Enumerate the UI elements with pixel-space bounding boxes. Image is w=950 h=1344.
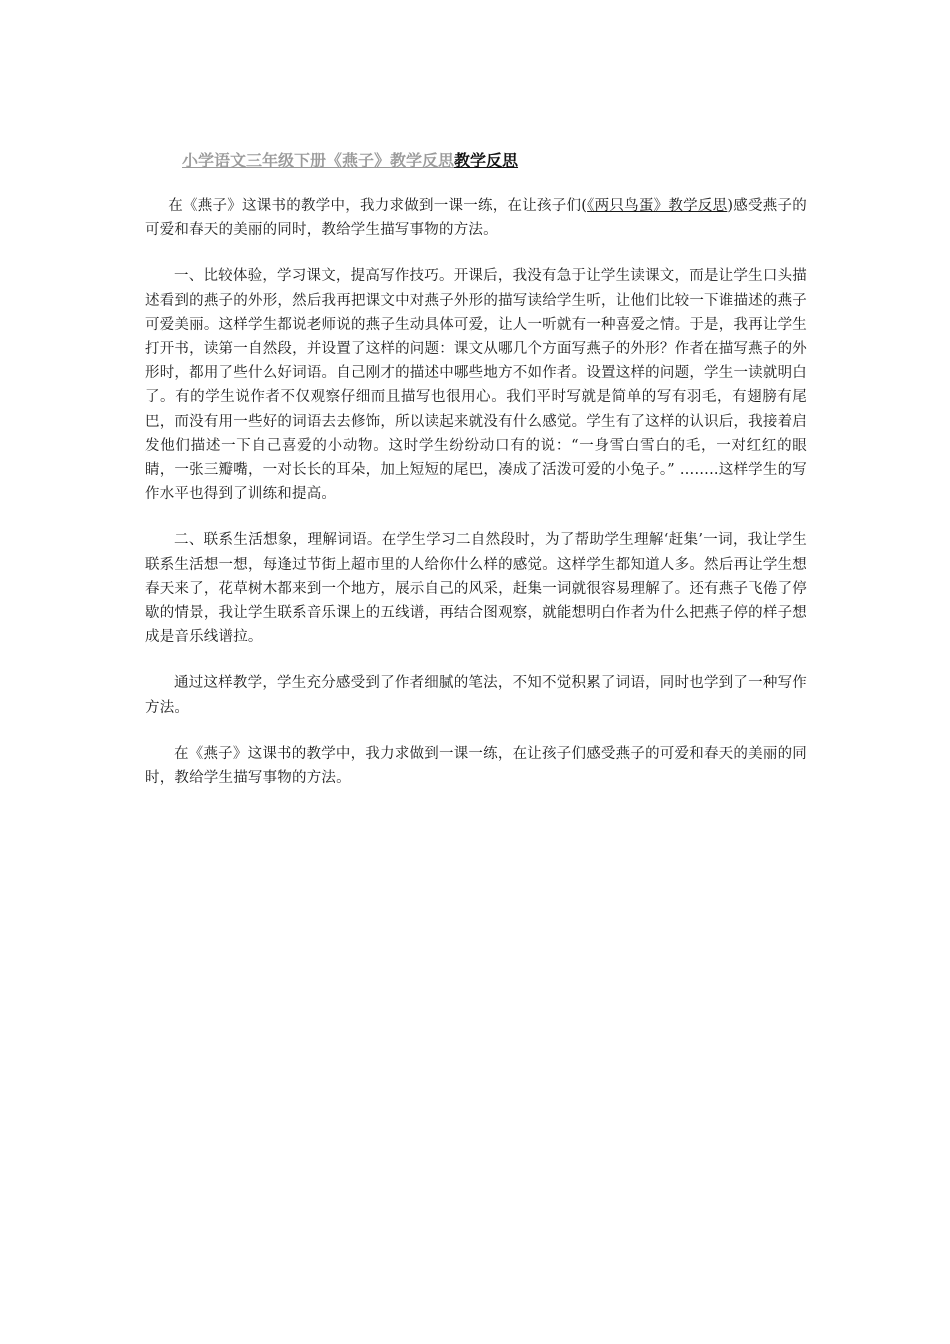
paragraph-comparison: 一、比较体验，学习课文，提高写作技巧。开课后，我没有急于让学生读课文，而是让学生口头描述看到的燕子的外形，然后我再把课文中对燕子外形的描写读给学生听，让他们比较一下谁描述的燕子可爱美丽。这样学生都说老师说的燕子生动具体可爱，让人一听就有一种喜爱之情。于是，我再让学生打开书，读第一自然段，并设置了这样的问题：课文从哪几个方面写燕子的外形？作者在描写燕子的外形时，都用了些什么好词语。自己刚才的描述中哪些地方不如作者。设置这样的问题，学生一读就明白了。有的学生说作者不仅观察仔细而且描写也很用心。我们平时写就是简单的写有羽毛，有翅膀有尾巴，而没有用一些好的词语去去修饰，所以读起来就没有什么感觉。学生有了这样的认识后，我接着启发他们描述一下自己喜爱的小动物。这时学生纷纷动口有的说：“一身雪白雪白的毛，一对红红的眼睛，一张三瓣嘴，一对长长的耳朵，加上短短的尾巴，凑成了活泼可爱的小兔子。” ……..这样学生的写作水平也得到了训练和提高。 [145, 268, 807, 503]
intro-text-before: 在《燕子》这课书的教学中，我力求做到一课一练，在让孩子们( [168, 198, 588, 214]
document-page [145, 148, 807, 790]
title-suffix: 教学反思 [454, 151, 519, 170]
paragraph-summary: 通过这样教学，学生充分感受到了作者细腻的笔法，不知不觉积累了词语，同时也学到了一种写作方法。 [145, 675, 807, 716]
paragraph-closing: 在《燕子》这课书的教学中，我力求做到一课一练，在让孩子们感受燕子的可爱和春天的美丽的同时，教给学生描写事物的方法。 [145, 745, 807, 787]
title-link[interactable]: 小学语文三年级下册《燕子》教学反思 [182, 151, 455, 170]
intro-paragraph [145, 194, 807, 242]
related-article-link[interactable]: 《两只鸟蛋》教学反思 [587, 198, 728, 214]
document-title [182, 148, 807, 174]
intro-text-after: )感受燕子的可爱和春天的美丽的同时，教给学生描写事物的方法。 [145, 198, 808, 239]
paragraph-life-connection: 二、联系生活想象，理解词语。在学生学习二自然段时，为了帮助学生理解‘赶集’一词，我让学生联系生活想一想，每逢过节街上超市里的人给你什么样的感觉。这样学生都知道人多。然后再让学生想春天来了，花草树木都来到一个地方，展示自己的风采，赶集一词就很容易理解了。还有燕子飞倦了停歇的情景，我让学生联系音乐课上的五线谱，再结合图观察，就能想明白作者为什么把燕子停的样子想成是音乐线谱拉。 [145, 532, 807, 646]
